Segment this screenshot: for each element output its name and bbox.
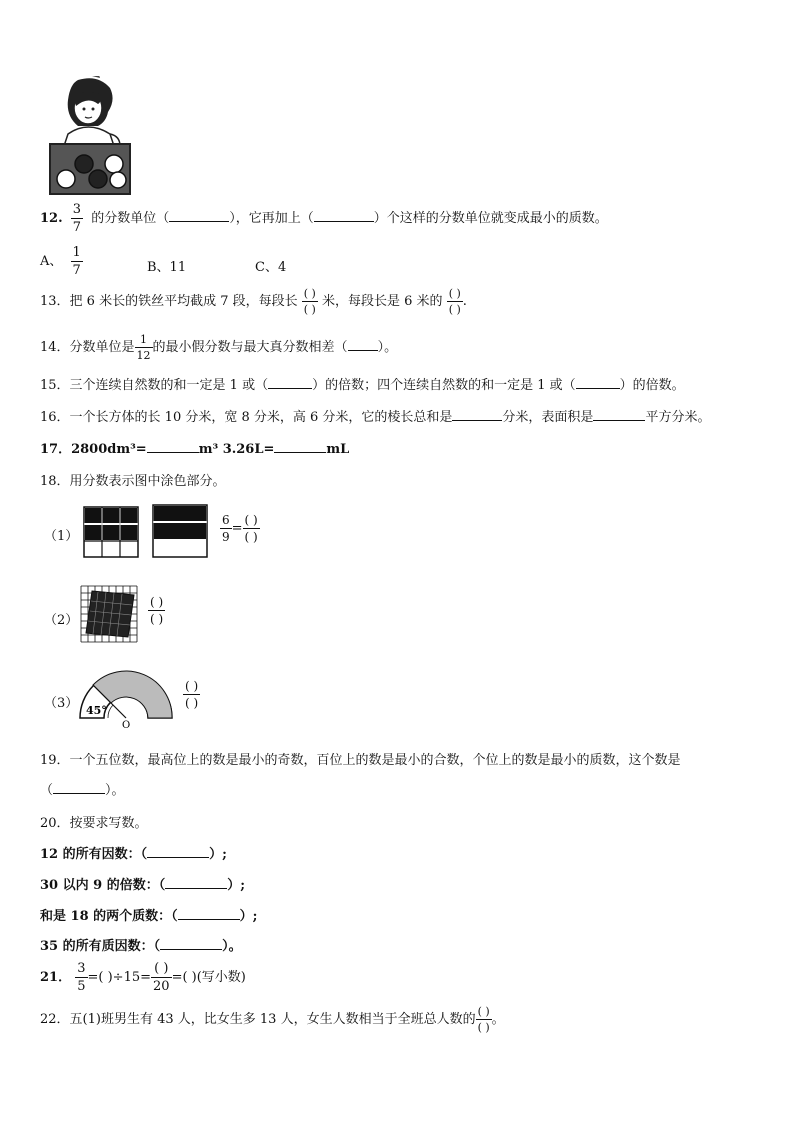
answer-blank[interactable] [274, 440, 326, 453]
numerator-blank[interactable]: ( ) [244, 513, 258, 527]
denominator: 5 [77, 979, 86, 994]
answer-blank[interactable] [169, 209, 229, 222]
semicircle-sector-diagram [78, 668, 176, 730]
rectangle-3-parts-shaded [152, 504, 208, 558]
question-text: ）。 [105, 783, 125, 798]
question-text: 米，每段长是 6 米的 [322, 294, 443, 309]
question-14 [40, 334, 397, 361]
numerator-blank[interactable]: ( ) [150, 595, 164, 609]
question-15 [40, 374, 685, 393]
fraction-1-12 [135, 334, 153, 361]
question-number: 12. [40, 211, 63, 226]
denominator-blank[interactable]: ( ) [244, 530, 258, 544]
question-20-line1 [40, 843, 227, 862]
question-text: （ [40, 783, 54, 798]
answer-blank[interactable] [53, 781, 105, 794]
option-b[interactable]: B、11 [147, 260, 187, 275]
fraction-3-7 [71, 203, 83, 234]
question-text: 的最小假分数与最大真分数相差（ [152, 340, 348, 355]
denominator: 9 [222, 530, 230, 544]
answer-blank[interactable] [268, 376, 312, 389]
question-text: ）。 [377, 340, 398, 355]
question-22 [40, 1006, 505, 1033]
denominator-blank[interactable]: ( ) [185, 696, 199, 710]
question-12 [40, 203, 608, 234]
blank-fraction[interactable] [302, 288, 318, 315]
answer-fraction[interactable] [183, 680, 200, 709]
denominator: 12 [136, 349, 151, 362]
question-text: ）; [227, 878, 246, 893]
numerator: 1 [72, 245, 81, 260]
numerator-blank[interactable]: ( ) [185, 679, 199, 693]
denominator: 20 [153, 979, 170, 994]
denominator-blank[interactable]: ( ) [477, 1021, 490, 1034]
answer-blank[interactable] [165, 876, 227, 889]
numerator: 6 [222, 513, 230, 527]
part-3-label: （3） [44, 696, 79, 711]
question-text: ）个这样的分数单位就变成最小的质数。 [373, 211, 608, 226]
question-text: 平方分米。 [645, 410, 711, 425]
fraction-1-7 [71, 246, 83, 277]
option-a[interactable] [40, 246, 83, 277]
answer-blank[interactable] [452, 408, 502, 421]
tilted-square-grid [80, 585, 140, 643]
question-19-line2 [40, 779, 125, 798]
question-text: 13．把 6 米长的铁丝平均截成 7 段，每段长 [40, 294, 298, 309]
equals-sign: = [231, 521, 243, 536]
question-text: 14．分数单位是 [40, 340, 135, 355]
question-16 [40, 406, 710, 425]
question-17 [40, 438, 349, 457]
numerator-blank[interactable]: ( ) [303, 287, 316, 300]
question-text: ）的倍数；四个连续自然数的和一定是 1 或（ [312, 378, 576, 393]
question-text: 16．一个长方体的长 10 分米，宽 8 分米，高 6 分米，它的棱长总和是 [40, 410, 453, 425]
answer-fraction[interactable] [148, 596, 165, 625]
question-text: ）的倍数。 [619, 378, 685, 393]
answer-blank[interactable] [147, 845, 209, 858]
question-13 [40, 288, 467, 315]
center-label: O [122, 720, 131, 730]
blank-fraction[interactable] [447, 288, 463, 315]
numerator: 1 [135, 334, 153, 348]
question-text: ），它再加上（ [229, 211, 314, 226]
answer-blank[interactable] [576, 376, 620, 389]
question-text: 和是 18 的两个质数：（ [40, 909, 178, 924]
numerator-blank[interactable]: ( ) [448, 287, 461, 300]
option-label: A、 [40, 254, 63, 269]
answer-blank[interactable] [147, 440, 199, 453]
blank-fraction[interactable] [151, 962, 172, 993]
question-text: ）; [239, 909, 258, 924]
question-text: 12 的所有因数：（ [40, 847, 148, 862]
fraction-6-9 [220, 514, 232, 543]
question-text: mL [326, 442, 350, 457]
blank-fraction[interactable] [148, 596, 165, 625]
angle-label: 45° [86, 704, 107, 717]
numerator-blank[interactable]: ( ) [151, 962, 172, 978]
denominator: 7 [72, 263, 81, 278]
question-text: 35 的所有质因数：（ [40, 939, 161, 954]
period: 。 [491, 1012, 505, 1027]
denominator-blank[interactable]: ( ) [303, 303, 316, 316]
grid-3x3-shaded [83, 506, 139, 558]
question-number: 21． [40, 970, 72, 985]
blank-fraction[interactable] [476, 1006, 492, 1033]
period: . [462, 294, 467, 309]
numerator-blank[interactable]: ( ) [477, 1005, 490, 1018]
question-text: 17．2800dm³= [40, 442, 147, 457]
denominator-blank[interactable]: ( ) [150, 612, 164, 626]
denominator: 7 [72, 220, 82, 235]
option-c[interactable]: C、4 [255, 260, 287, 275]
question-text: =( )(写小数) [171, 970, 246, 985]
question-text: 15．三个连续自然数的和一定是 1 或（ [40, 378, 269, 393]
numerator: 3 [72, 202, 82, 217]
girl-with-box-illustration [48, 76, 134, 198]
question-20-line3 [40, 905, 257, 924]
fraction-3-5 [75, 962, 87, 993]
answer-blank[interactable] [160, 937, 222, 950]
blank-fraction[interactable] [183, 680, 200, 709]
question-text: 的分数单位（ [91, 211, 170, 226]
denominator-blank[interactable]: ( ) [448, 303, 461, 316]
blank-fraction[interactable] [243, 514, 260, 543]
question-19-line1: 19．一个五位数，最高位上的数是最小的奇数，百位上的数是最小的合数，个位上的数是最小的质数，这个数是 [40, 753, 681, 768]
part-1-label: （1） [44, 529, 79, 544]
question-text: 分米，表面积是 [502, 410, 594, 425]
question-text: 30 以内 9 的倍数：（ [40, 878, 166, 893]
equation-6-9 [220, 514, 260, 543]
question-21 [40, 962, 246, 993]
question-20-line2 [40, 874, 245, 893]
question-text: ）; [209, 847, 227, 862]
question-18-title: 18．用分数表示图中涂色部分。 [40, 474, 226, 489]
answer-blank[interactable] [178, 907, 240, 920]
answer-blank[interactable] [348, 338, 378, 351]
answer-blank[interactable] [593, 408, 645, 421]
part-2-label: （2） [44, 613, 79, 628]
question-20-title: 20．按要求写数。 [40, 816, 148, 831]
question-text: ）。 [222, 939, 242, 954]
question-text: 22．五(1)班男生有 43 人，比女生多 13 人，女生人数相当于全班总人数的 [40, 1012, 476, 1027]
question-text: =( )÷15= [87, 970, 152, 985]
question-text: m³ 3.26L= [198, 442, 275, 457]
answer-blank[interactable] [314, 209, 374, 222]
numerator: 3 [77, 961, 86, 976]
question-20-line4 [40, 935, 242, 954]
